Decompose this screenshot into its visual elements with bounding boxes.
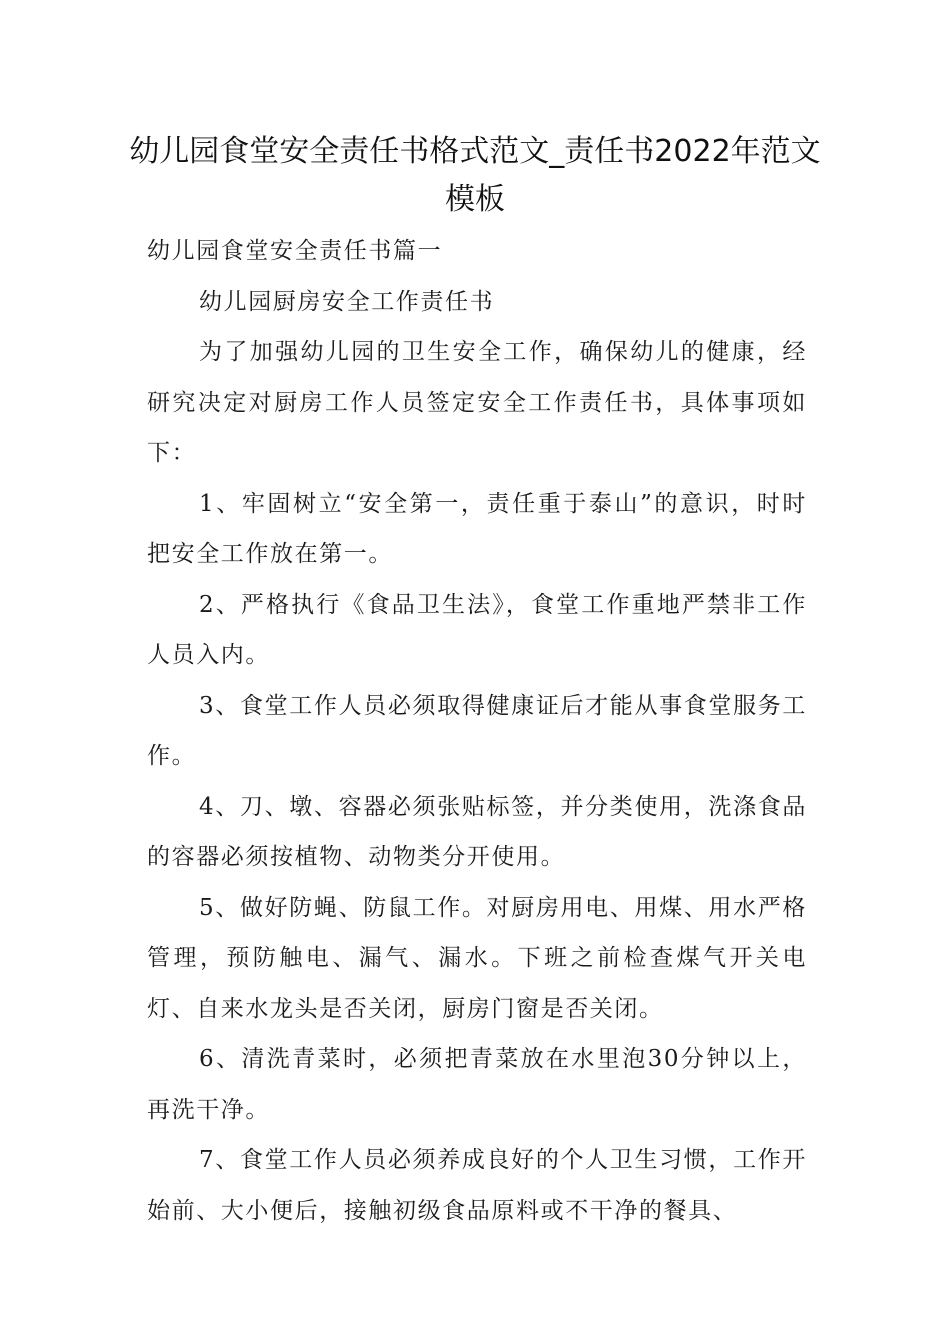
- paragraph-intro: 为了加强幼儿园的卫生安全工作，确保幼儿的健康，经研究决定对厨房工作人员签定安全工作责任书，具体事项如下：: [147, 339, 807, 466]
- paragraph-item-6: 6、清洗青菜时，必须把青菜放在水里泡30分钟以上，再洗干净。: [147, 1046, 807, 1123]
- document-subtitle: 幼儿园厨房安全工作责任书: [199, 288, 495, 315]
- document-body: [147, 226, 807, 1236]
- section-heading: 幼儿园食堂安全责任书篇一: [147, 238, 443, 264]
- paragraph-item-3: 3、食堂工作人员必须取得健康证后才能从事食堂服务工作。: [147, 692, 807, 769]
- paragraph-item-7: 7、食堂工作人员必须养成良好的个人卫生习惯，工作开始前、大小便后，接触初级食品原料或不干净的餐具、: [147, 1147, 807, 1224]
- paragraph-item-5: 5、做好防蝇、防鼠工作。对厨房用电、用煤、用水严格管理，预防触电、漏气、漏水。下班之前检查煤气开关电灯、自来水龙头是否关闭，厨房门窗是否关闭。: [147, 894, 807, 1022]
- paragraph-item-2: 2、严格执行《食品卫生法》，食堂工作重地严禁非工作人员入内。: [147, 591, 807, 668]
- document-title: 幼儿园食堂安全责任书格式范文_责任书2022年范文模板: [129, 134, 821, 217]
- paragraph-item-4: 4、刀、墩、容器必须张贴标签，并分类使用，洗涤食品的容器必须按植物、动物类分开使用。: [147, 793, 807, 870]
- paragraph-item-1: 1、牢固树立“安全第一，责任重于泰山”的意识，时时把安全工作放在第一。: [147, 490, 807, 567]
